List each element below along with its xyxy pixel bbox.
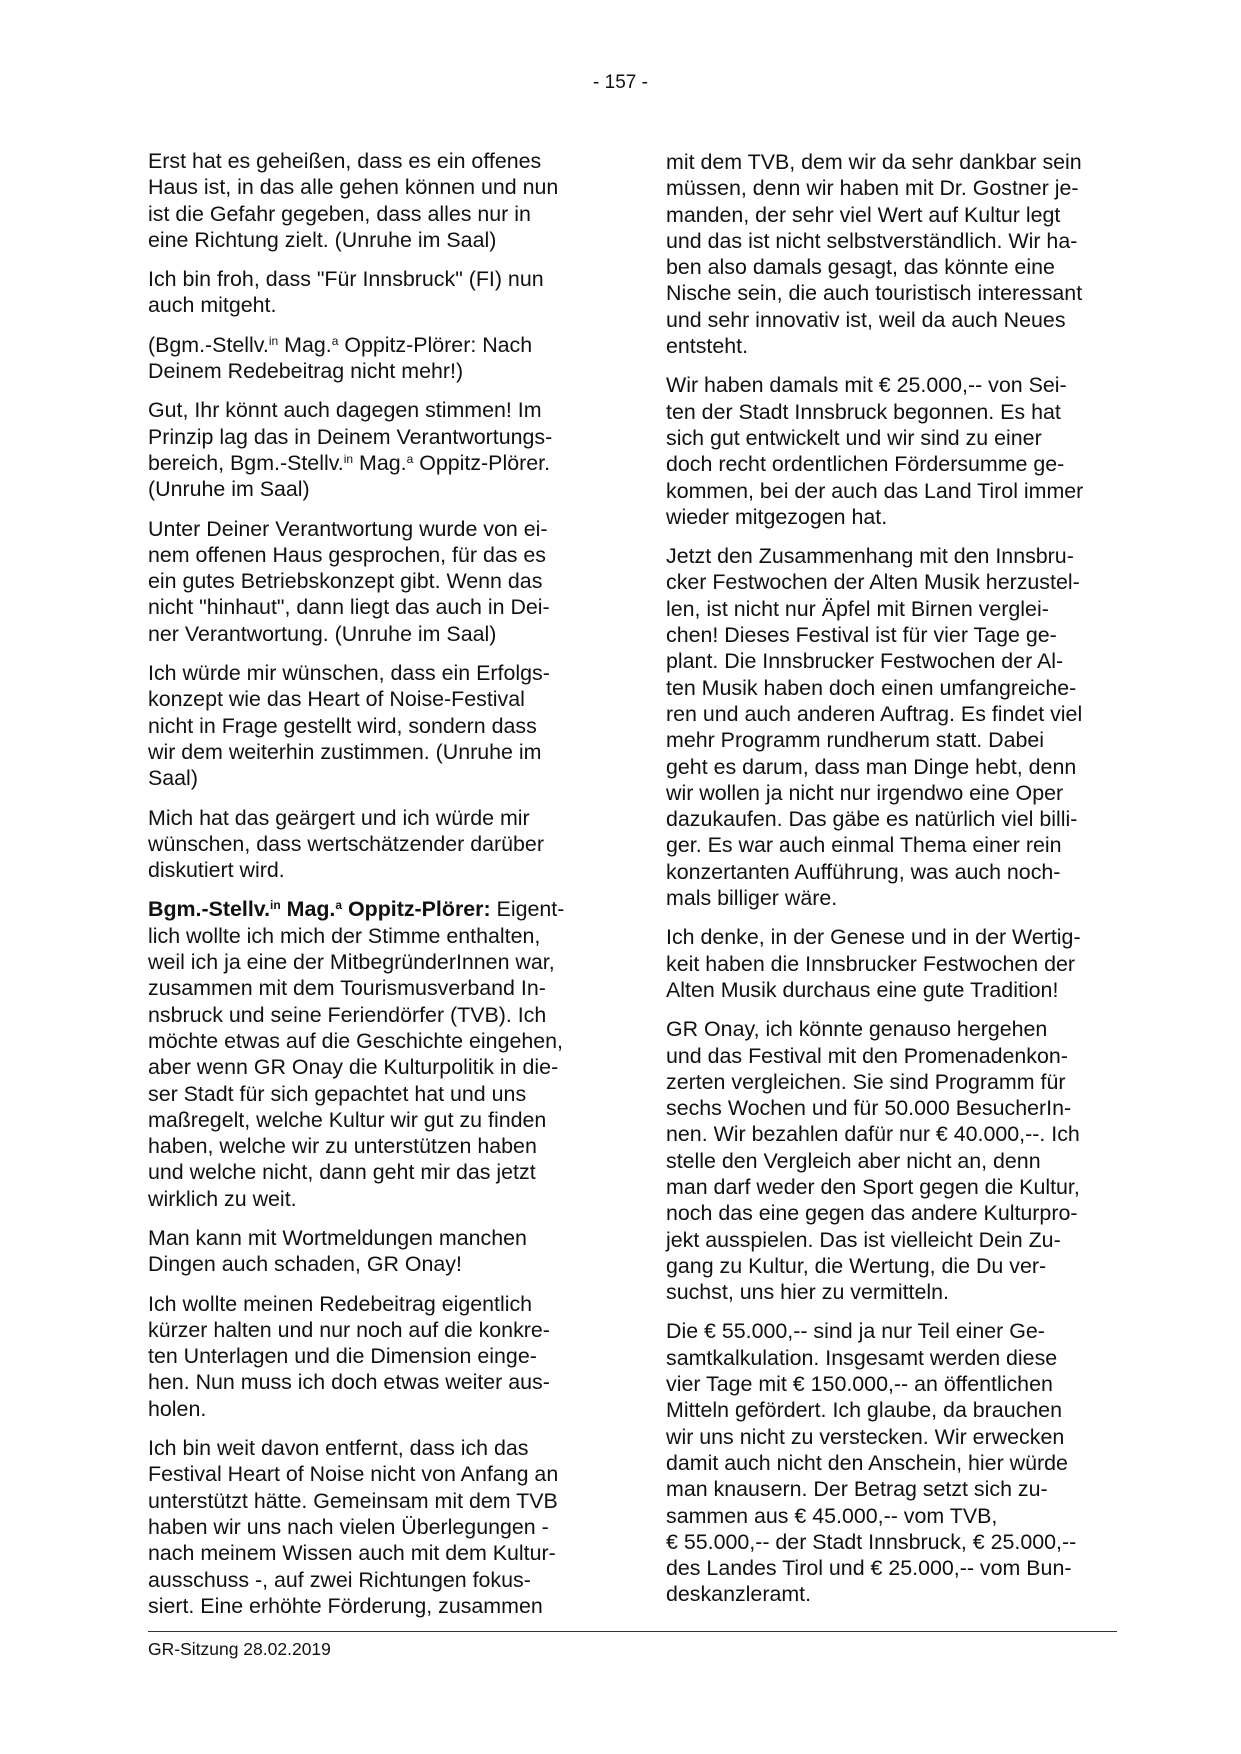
paragraph: [148, 516, 596, 647]
text-line: ser Stadt für sich gepachtet hat und uns: [148, 1081, 527, 1106]
text-line: kürzer halten und nur noch auf die konkre-: [148, 1317, 550, 1342]
paragraph: [148, 397, 596, 502]
text-line: bereich, Bgm.-Stellv.$^{in}$ Mag.$^a$ Oppitz-Plörer.: [148, 450, 551, 475]
text-line: des Landes Tirol und € 25.000,-- vom Bun-: [666, 1556, 1072, 1581]
text-line: samtkalkulation. Insgesamt werden diese: [666, 1345, 1058, 1370]
footer-session-date: GR-Sitzung 28.02.2019: [148, 1639, 331, 1659]
footer-divider: [148, 1631, 1117, 1632]
text-line: mit dem TVB, dem wir da sehr dankbar sein: [666, 150, 1082, 174]
paragraph: [148, 1225, 596, 1278]
text-line: ten Musik haben doch einen umfangreiche-: [666, 675, 1077, 700]
text-line: len, ist nicht nur Äpfel mit Birnen verglei-: [666, 596, 1049, 621]
text-line: Prinzip lag das in Deinem Verantwortungs-: [148, 424, 553, 449]
text-line: zerten vergleichen. Sie sind Programm für: [666, 1069, 1066, 1094]
text-line: noch das eine gegen das andere Kulturpro-: [666, 1201, 1078, 1226]
text-line: Mich hat das geärgert und ich würde mir: [148, 805, 530, 830]
text-line: und sehr innovativ ist, weil da auch Neues: [666, 307, 1066, 332]
text-line: wieder mitgezogen hat.: [666, 504, 888, 529]
text-line: haben wir uns nach vielen Überlegungen -: [148, 1514, 549, 1539]
text-line: ben also damals gesagt, das könnte eine: [666, 255, 1055, 280]
text-line: Ich wollte meinen Redebeitrag eigentlich: [148, 1291, 533, 1316]
text-line: Haus ist, in das alle gehen können und nun: [148, 175, 559, 200]
paragraph: [148, 1435, 596, 1619]
text-line: (Bgm.-Stellv.$^{in}$ Mag.$^a$ Oppitz-Plörer: Nach: [148, 332, 533, 357]
text-line: Ich bin weit davon entfernt, dass ich das: [148, 1436, 529, 1461]
text-line: ten der Stadt Innsbruck begonnen. Es hat: [666, 399, 1061, 424]
text-line: Festival Heart of Noise nicht von Anfang an: [148, 1462, 559, 1487]
text-line: nem offenen Haus gesprochen, für das es: [148, 542, 546, 567]
text-line: Ich denke, in der Genese und in der Wertig-: [666, 925, 1081, 950]
text-line: nicht in Frage gestellt wird, sondern dass: [148, 713, 537, 738]
text-line: siert. Eine erhöhte Förderung, zusammen: [148, 1593, 543, 1618]
text-line: dazukaufen. Das gäbe es natürlich viel billi-: [666, 807, 1078, 832]
text-line: eine Richtung zielt. (Unruhe im Saal): [148, 227, 497, 252]
text-line: cker Festwochen der Alten Musik herzustel-: [666, 570, 1080, 595]
text-line: auch mitgeht.: [148, 293, 277, 318]
text-line: maßregelt, welche Kultur wir gut zu finden: [148, 1107, 547, 1132]
text-line: chen! Dieses Festival ist für vier Tage ge-: [666, 623, 1057, 648]
text-line: vier Tage mit € 150.000,-- an öffentlichen: [666, 1372, 1053, 1397]
text-line: wir wollen ja nicht nur irgendwo eine Oper: [666, 780, 1064, 805]
text-line: Unter Deiner Verantwortung wurde von ei-: [148, 516, 548, 541]
text-line: doch recht ordentlichen Fördersumme ge-: [666, 452, 1065, 477]
text-line: € 55.000,-- der Stadt Innsbruck, € 25.000,--: [666, 1529, 1077, 1554]
text-line: mals billiger wäre.: [666, 886, 838, 911]
text-line: kommen, bei der auch das Land Tirol immer: [666, 478, 1084, 503]
text-line: entsteht.: [666, 334, 749, 359]
text-line: nach meinem Wissen auch mit dem Kultur-: [148, 1541, 556, 1566]
text-line: Nische sein, die auch touristisch interessant: [666, 281, 1083, 306]
text-line: nicht "hinhaut", dann liegt das auch in Dei-: [148, 595, 550, 620]
text-line: wirklich zu weit.: [148, 1186, 297, 1211]
text-line: und das Festival mit den Promenadenkon-: [666, 1043, 1068, 1068]
text-line: ner Verantwortung. (Unruhe im Saal): [148, 621, 497, 646]
text-line: müssen, denn wir haben mit Dr. Gostner je-: [666, 176, 1079, 201]
text-line: ren und auch anderen Auftrag. Es findet viel: [666, 701, 1083, 726]
text-line: geht es darum, dass man Dinge hebt, denn: [666, 754, 1077, 779]
text-line: suchst, uns hier zu vermitteln.: [666, 1280, 949, 1305]
text-line: keit haben die Innsbrucker Festwochen der: [666, 951, 1076, 976]
text-line: Deinem Redebeitrag nicht mehr!): [148, 359, 464, 384]
text-line: haben, welche wir zu unterstützen haben: [148, 1134, 537, 1159]
text-line: hen. Nun muss ich doch etwas weiter aus-: [148, 1370, 550, 1395]
text-line: Jetzt den Zusammenhang mit den Innsbru-: [666, 544, 1074, 569]
paragraph: [666, 924, 1116, 1003]
text-line: Die € 55.000,-- sind ja nur Teil einer Ge-: [666, 1319, 1045, 1344]
text-line: zusammen mit dem Tourismusverband In-: [148, 976, 546, 1001]
paragraph: [148, 660, 596, 791]
text-line: stelle den Vergleich aber nicht an, denn: [666, 1148, 1041, 1173]
text-line: Mitteln gefördert. Ich glaube, da brauchen: [666, 1398, 1062, 1423]
paragraph: [666, 1318, 1116, 1607]
paragraph: [148, 896, 596, 1212]
text-line: ger. Es war auch einmal Thema einer rein: [666, 833, 1062, 858]
text-line: Ich bin froh, dass "Für Innsbruck" (FI) nun: [148, 267, 544, 292]
text-line: möchte etwas auf die Geschichte eingehen,: [148, 1028, 563, 1053]
text-line: wir dem weiterhin zustimmen. (Unruhe im: [148, 739, 542, 764]
text-line: Saal): [148, 766, 198, 791]
text-line: man knausern. Der Betrag setzt sich zu-: [666, 1477, 1048, 1502]
text-line: wir uns nicht zu verstecken. Wir erwecken: [666, 1424, 1065, 1449]
right-column: [666, 149, 1116, 1621]
text-line: (Unruhe im Saal): [148, 477, 310, 502]
text-line: mehr Programm rundherum statt. Dabei: [666, 728, 1045, 753]
text-line: gang zu Kultur, die Wertung, die Du ver-: [666, 1253, 1047, 1278]
text-line: aber wenn GR Onay die Kulturpolitik in die-: [148, 1055, 559, 1080]
text-line: manden, der sehr viel Wert auf Kultur legt: [666, 202, 1061, 227]
paragraph: [148, 1291, 596, 1422]
text-line: sechs Wochen und für 50.000 BesucherIn-: [666, 1096, 1072, 1121]
paragraph: [148, 805, 596, 884]
paragraph: [666, 543, 1116, 911]
text-line: sich gut entwickelt und wir sind zu einer: [666, 425, 1042, 450]
text-line: deskanzleramt.: [666, 1582, 812, 1607]
paragraph: [666, 1016, 1116, 1305]
text-line: Erst hat es geheißen, dass es ein offenes: [148, 149, 542, 173]
text-line: weil ich ja eine der MitbegründerInnen war,: [148, 950, 555, 975]
text-line: Man kann mit Wortmeldungen manchen: [148, 1225, 527, 1250]
paragraph: [666, 372, 1116, 530]
text-line: damit auch nicht den Anschein, hier würde: [666, 1450, 1068, 1475]
page-number: - 157 -: [593, 72, 648, 93]
text-line: man darf weder den Sport gegen die Kultur,: [666, 1174, 1080, 1199]
text-line: diskutiert wird.: [148, 858, 285, 883]
text-line: holen.: [148, 1396, 207, 1421]
text-line: nen. Wir bezahlen dafür nur € 40.000,--. Ich: [666, 1122, 1080, 1147]
text-line: nsbruck und seine Feriendörfer (TVB). Ich: [148, 1002, 547, 1027]
text-line: und das ist nicht selbstverständlich. Wir ha-: [666, 228, 1078, 253]
text-line: wünschen, dass wertschätzender darüber: [148, 831, 544, 856]
text-line: plant. Die Innsbrucker Festwochen der Al-: [666, 649, 1064, 674]
text-line: ausschuss -, auf zwei Richtungen fokus-: [148, 1567, 531, 1592]
text-line: ten Unterlagen und die Dimension einge-: [148, 1344, 537, 1369]
left-column: [148, 148, 596, 1632]
text-line: Bgm.-Stellv.$^{in}$ Mag.$^a$ Oppitz-Plörer: Eigent-: [148, 897, 565, 922]
text-line: konzept wie das Heart of Noise-Festival: [148, 687, 525, 712]
text-line: unterstützt hätte. Gemeinsam mit dem TVB: [148, 1488, 558, 1513]
paragraph: [148, 332, 596, 385]
text-line: Alten Musik durchaus eine gute Tradition!: [666, 977, 1059, 1002]
text-line: lich wollte ich mich der Stimme enthalten,: [148, 923, 541, 948]
text-line: Ich würde mir wünschen, dass ein Erfolgs-: [148, 661, 550, 686]
paragraph: [148, 148, 596, 253]
text-line: Gut, Ihr könnt auch dagegen stimmen! Im: [148, 398, 542, 423]
text-line: ein gutes Betriebskonzept gibt. Wenn das: [148, 569, 543, 594]
text-line: Wir haben damals mit € 25.000,-- von Sei-: [666, 373, 1067, 398]
text-line: Dingen auch schaden, GR Onay!: [148, 1252, 462, 1277]
text-line: und welche nicht, dann geht mir das jetzt: [148, 1160, 536, 1185]
text-line: jekt ausspielen. Das ist vielleicht Dein Zu-: [666, 1227, 1061, 1252]
paragraph: [148, 266, 596, 319]
text-line: sammen aus € 45.000,-- vom TVB,: [666, 1503, 998, 1528]
text-line: konzertanten Aufführung, was auch noch-: [666, 859, 1061, 884]
text-line: GR Onay, ich könnte genauso hergehen: [666, 1017, 1048, 1042]
text-line: ist die Gefahr gegeben, dass alles nur in: [148, 201, 531, 226]
paragraph: [666, 149, 1116, 359]
speaker-name: Bgm.-Stellv.$^{in}$ Mag.$^a$ Oppitz-Plörer:: [148, 897, 491, 922]
